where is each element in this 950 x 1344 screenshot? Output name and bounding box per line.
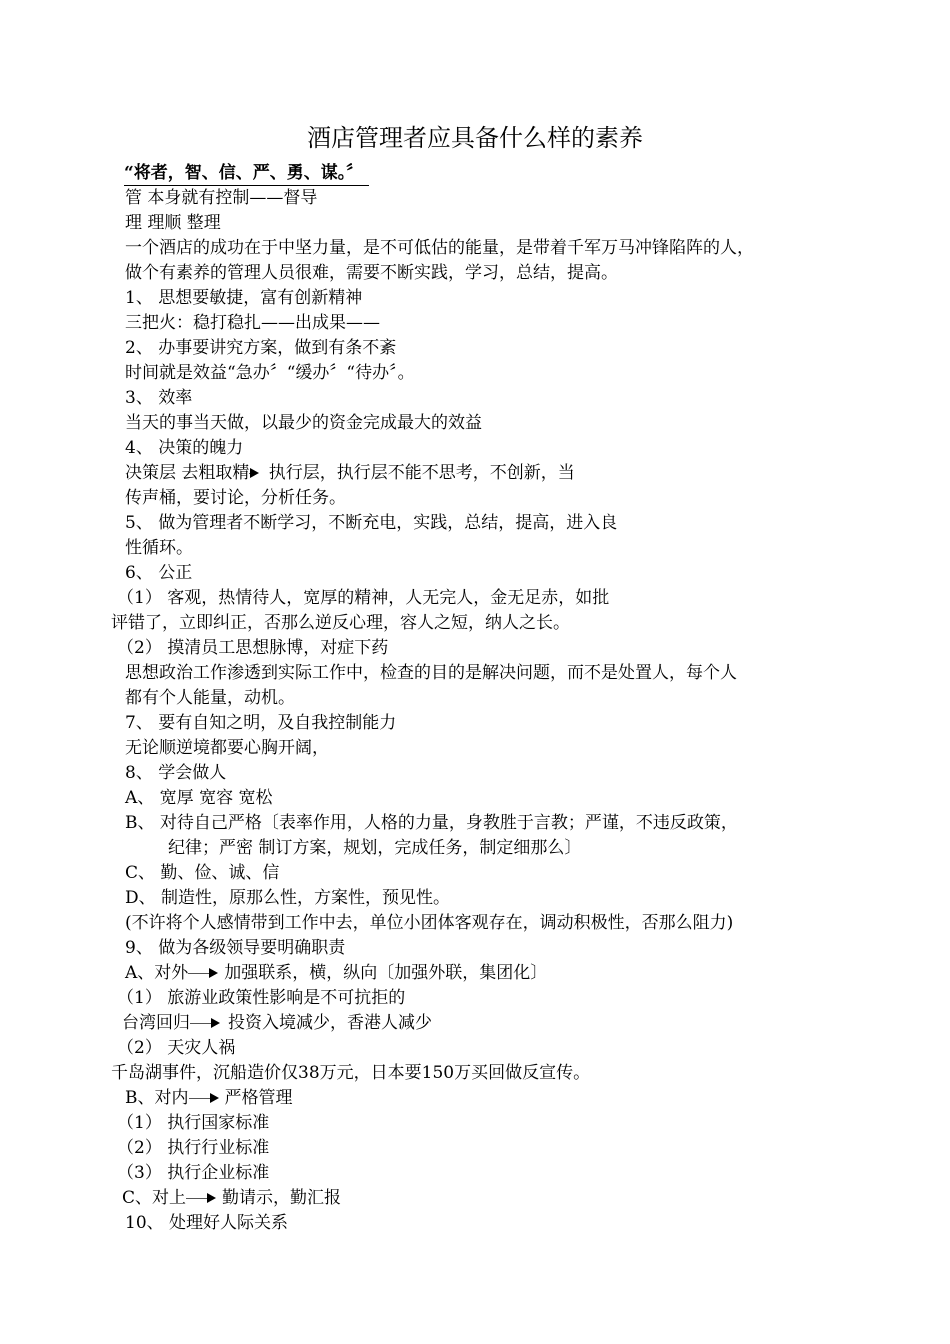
arrow-row bbox=[125, 961, 547, 985]
arrow-row-left: B、对内 bbox=[125, 1088, 189, 1108]
text-line: 一个酒店的成功在于中坚力量，是不可低估的能量，是带着千军万马冲锋陷阵的人， bbox=[125, 238, 754, 258]
arrow-row-left: C、对上 bbox=[122, 1188, 187, 1208]
list-item: 10、 处理好人际关系 bbox=[125, 1213, 289, 1233]
list-item: （2） 执行行业标准 bbox=[117, 1138, 270, 1158]
text-line: 做个有素养的管理人员很难，需要不断实践，学习，总结，提高。 bbox=[125, 263, 618, 283]
list-item: （1） 旅游业政策性影响是不可抗拒的 bbox=[117, 988, 406, 1008]
arrow-row bbox=[122, 1186, 341, 1210]
text-line: 无论顺逆境都要心胸开阔， bbox=[125, 738, 329, 758]
arrow-right-icon bbox=[189, 1098, 211, 1099]
document-title: 酒店管理者应具备什么样的素养 bbox=[307, 124, 643, 152]
arrow-right-icon bbox=[190, 1023, 212, 1024]
list-item: （1） 执行国家标准 bbox=[117, 1113, 270, 1133]
list-item: B、 对待自己严格〔表率作用，人格的力量，身教胜于言教；严谨，不违反政策， bbox=[125, 813, 738, 833]
arrow-row-right: 加强联系，横，纵向〔加强外联，集团化〕 bbox=[224, 963, 548, 983]
decision-right: 执行层，执行层不能不思考，不创新，当 bbox=[263, 463, 575, 483]
arrow-row-right: 严格管理 bbox=[224, 1088, 293, 1108]
arrow-right-icon bbox=[186, 1198, 208, 1199]
decision-line bbox=[125, 461, 575, 485]
list-item: 8、 学会做人 bbox=[125, 763, 227, 783]
text-line: (不许将个人感情带到工作中去，单位小团体客观存在，调动积极性，否那么阻力) bbox=[125, 913, 734, 933]
list-item: 7、 要有自知之明，及自我控制能力 bbox=[125, 713, 397, 733]
list-item: （1） 客观，热情待人，宽厚的精神，人无完人，金无足赤，如批 bbox=[117, 588, 610, 608]
list-item: 9、 做为各级领导要明确职责 bbox=[125, 938, 346, 958]
arrow-right-icon bbox=[249, 473, 251, 474]
arrow-right-icon bbox=[188, 973, 210, 974]
text-line: 时间就是效益“急办〞“缓办〞“待办〞。 bbox=[125, 363, 415, 383]
text-line: 当天的事当天做，以最少的资金完成最大的效益 bbox=[125, 413, 482, 433]
list-item: （2） 摸清员工思想脉博，对症下药 bbox=[117, 638, 389, 658]
text-line: 都有个人能量，动机。 bbox=[125, 688, 295, 708]
list-item: 4、 决策的魄力 bbox=[125, 438, 244, 458]
arrow-row-right: 勤请示，勤汇报 bbox=[222, 1188, 342, 1208]
text-line: 评错了，立即纠正，否那么逆反心理，容人之短，纳人之长。 bbox=[111, 613, 570, 633]
list-item: 3、 效率 bbox=[125, 388, 193, 408]
list-item: A、 宽厚 宽容 宽松 bbox=[125, 788, 273, 808]
arrow-row-right: 投资入境减少，香港人减少 bbox=[228, 1013, 432, 1033]
list-item: 6、 公正 bbox=[125, 563, 193, 583]
text-line: 理 理顺 整理 bbox=[125, 213, 221, 233]
text-line: 三把火：稳打稳扎——出成果—— bbox=[125, 313, 380, 333]
text-line: 管 本身就有控制——督导 bbox=[125, 188, 318, 208]
text-line: 千岛湖事件，沉船造价仅38万元，日本要150万买回做反宣传。 bbox=[111, 1063, 591, 1083]
motto-quote: “将者，智、信、严、勇、谋。〞 bbox=[124, 161, 369, 186]
list-item: 2、 办事要讲究方案，做到有条不紊 bbox=[125, 338, 397, 358]
arrow-row-left: 台湾回归 bbox=[122, 1013, 190, 1033]
list-item: 1、 思想要敏捷，富有创新精神 bbox=[125, 288, 363, 308]
arrow-row bbox=[125, 1086, 293, 1110]
text-line: 传声桶，要讨论，分析任务。 bbox=[125, 488, 346, 508]
text-line: 纪律；严密 制订方案，规划，完成任务，制定细那么〕 bbox=[168, 838, 582, 858]
list-item: D、 制造性，原那么性，方案性，预见性。 bbox=[125, 888, 451, 908]
text-line: 思想政治工作渗透到实际工作中，检查的目的是解决问题，而不是处置人，每个人 bbox=[125, 663, 737, 683]
decision-left: 决策层 去粗取精 bbox=[125, 463, 250, 483]
arrow-row-left: A、对外 bbox=[125, 963, 189, 983]
list-item: C、 勤、俭、诚、信 bbox=[125, 863, 280, 883]
text-line: 性循环。 bbox=[125, 538, 193, 558]
list-item: （3） 执行企业标准 bbox=[117, 1163, 270, 1183]
list-item: （2） 天灾人祸 bbox=[117, 1038, 236, 1058]
arrow-row bbox=[122, 1011, 432, 1035]
list-item: 5、 做为管理者不断学习，不断充电，实践，总结，提高，进入良 bbox=[125, 513, 618, 533]
